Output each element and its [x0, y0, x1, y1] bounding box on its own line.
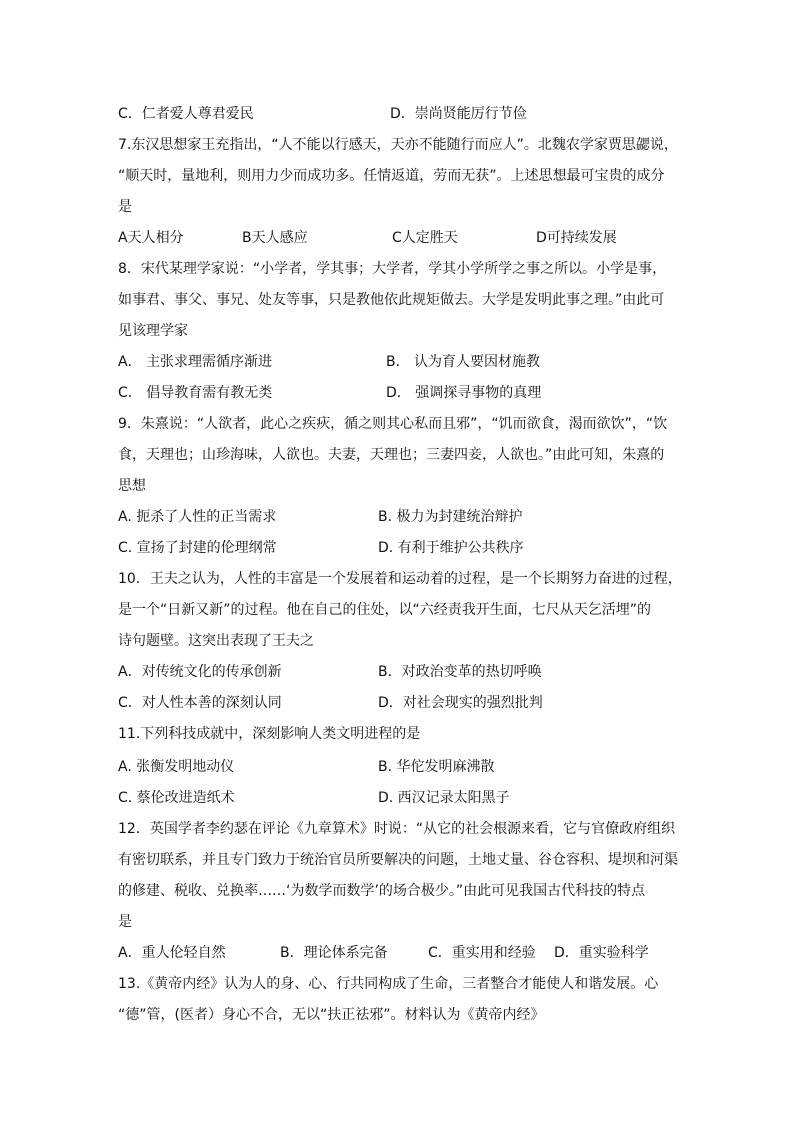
q7-stem-line1: 7.东汉思想家王充指出，“人不能以行感天，天亦不能随行而应人”。北魏农学家贾思勰说， — [118, 137, 678, 153]
q13-stem-line2: “德”管，(医者）身心不合，无以“扶正祛邪”。材料认为《黄帝内经》 — [118, 1007, 545, 1023]
q10-stem-line2: 是一个“日新又新”的过程。他在自己的住处，以“六经责我开生面，七尺从天乞活埋”的 — [118, 602, 652, 618]
q10-option-b: B．对政治变革的热切呼唤 — [378, 664, 542, 680]
q9-stem-line2: 食，天理也；山珍海味，人欲也。夫妻，天理也；三妻四妾，人欲也。”由此可知，朱熹的 — [118, 447, 665, 463]
q11-option-a: A. 张衡发明地动仪 — [118, 759, 235, 775]
q12-option-a: A．重人伦轻自然 — [118, 945, 226, 961]
q7-option-d: D可持续发展 — [536, 230, 617, 246]
q9-option-b: B. 极力为封建统治辩护 — [378, 509, 523, 525]
q10-option-c: C．对人性本善的深刻认同 — [118, 695, 282, 711]
q10-option-d: D．对社会现实的强烈批判 — [378, 695, 543, 711]
q6-option-c: C．仁者爱人尊君爱民 — [118, 106, 254, 122]
q11-option-d: D. 西汉记录太阳黑子 — [378, 790, 510, 806]
q7-option-a: A天人相分 — [118, 230, 184, 246]
q7-stem-line3: 是 — [118, 199, 132, 215]
q11-option-c: C. 蔡伦改进造纸术 — [118, 790, 235, 806]
q10-option-a: A．对传统文化的传承创新 — [118, 664, 282, 680]
q12-stem-line2: 有密切联系，并且专门致力于统治官员所要解决的问题，土地丈量、谷仓容积、堤坝和河渠 — [118, 852, 678, 868]
q8-option-b: B． 认为育人要因材施教 — [386, 354, 541, 370]
q9-stem-line3: 思想 — [118, 478, 146, 494]
q8-stem-line3: 见该理学家 — [118, 323, 188, 339]
q10-stem-line1: 10．王夫之认为，人性的丰富是一个发展着和运动着的过程，是一个长期努力奋进的过程， — [118, 571, 682, 587]
q10-stem-line3: 诗句题壁。这突出表现了王夫之 — [118, 633, 314, 649]
q6-option-d: D．崇尚贤能厉行节俭 — [390, 106, 527, 122]
q9-option-a: A. 扼杀了人性的正当需求 — [118, 509, 277, 525]
q11-stem-line1: 11.下列科技成就中，深刻影响人类文明进程的是 — [118, 726, 421, 742]
q8-option-d: D． 强调探寻事物的真理 — [386, 385, 542, 401]
q11-option-b: B. 华佗发明麻沸散 — [378, 759, 495, 775]
q7-option-c: C人定胜天 — [392, 230, 458, 246]
q12-stem-line1: 12．英国学者李约瑟在评论《九章算术》时说：“从它的社会根源来看，它与官僚政府组织 — [118, 821, 676, 837]
q9-option-c: C. 宣扬了封建的伦理纲常 — [118, 540, 277, 556]
q8-option-a: A． 主张求理需循序渐进 — [118, 354, 273, 370]
q12-option-b: B．理论体系完备 — [280, 945, 388, 961]
q9-option-d: D. 有利于维护公共秩序 — [378, 540, 524, 556]
q7-stem-line2: “顺天时，量地利，则用力少而成功多。任情返道，劳而无获”。上述思想最可宝贵的成分 — [118, 168, 665, 184]
q8-stem-line2: 如事君、事父、事兄、处友等事，只是教他依此规矩做去。大学是发明此事之理。”由此可 — [118, 292, 665, 308]
q8-option-c: C． 倡导教育需有教无类 — [118, 385, 273, 401]
q9-stem-line1: 9．朱熹说：“人欲者，此心之疾疢，循之则其心私而且邪”，“饥而欲食，渴而欲饮”，“饮 — [118, 416, 668, 432]
q12-option-d: D．重实验科学 — [554, 945, 649, 961]
q13-stem-line1: 13.《黄帝内经》认为人的身、心、行共同构成了生命，三者整合才能使人和谐发展。心 — [118, 976, 659, 992]
q12-stem-line4: 是 — [118, 914, 132, 930]
q7-option-b: B天人感应 — [242, 230, 308, 246]
q8-stem-line1: 8．宋代某理学家说：“小学者，学其事；大学者，学其小学所学之事之所以。小学是事， — [118, 261, 667, 277]
q12-stem-line3: 的修建、税收、兑换率……‘为数学而数学’的场合极少。”由此可见我国古代科技的特点 — [118, 883, 646, 899]
q12-option-c: C．重实用和经验 — [428, 945, 536, 961]
